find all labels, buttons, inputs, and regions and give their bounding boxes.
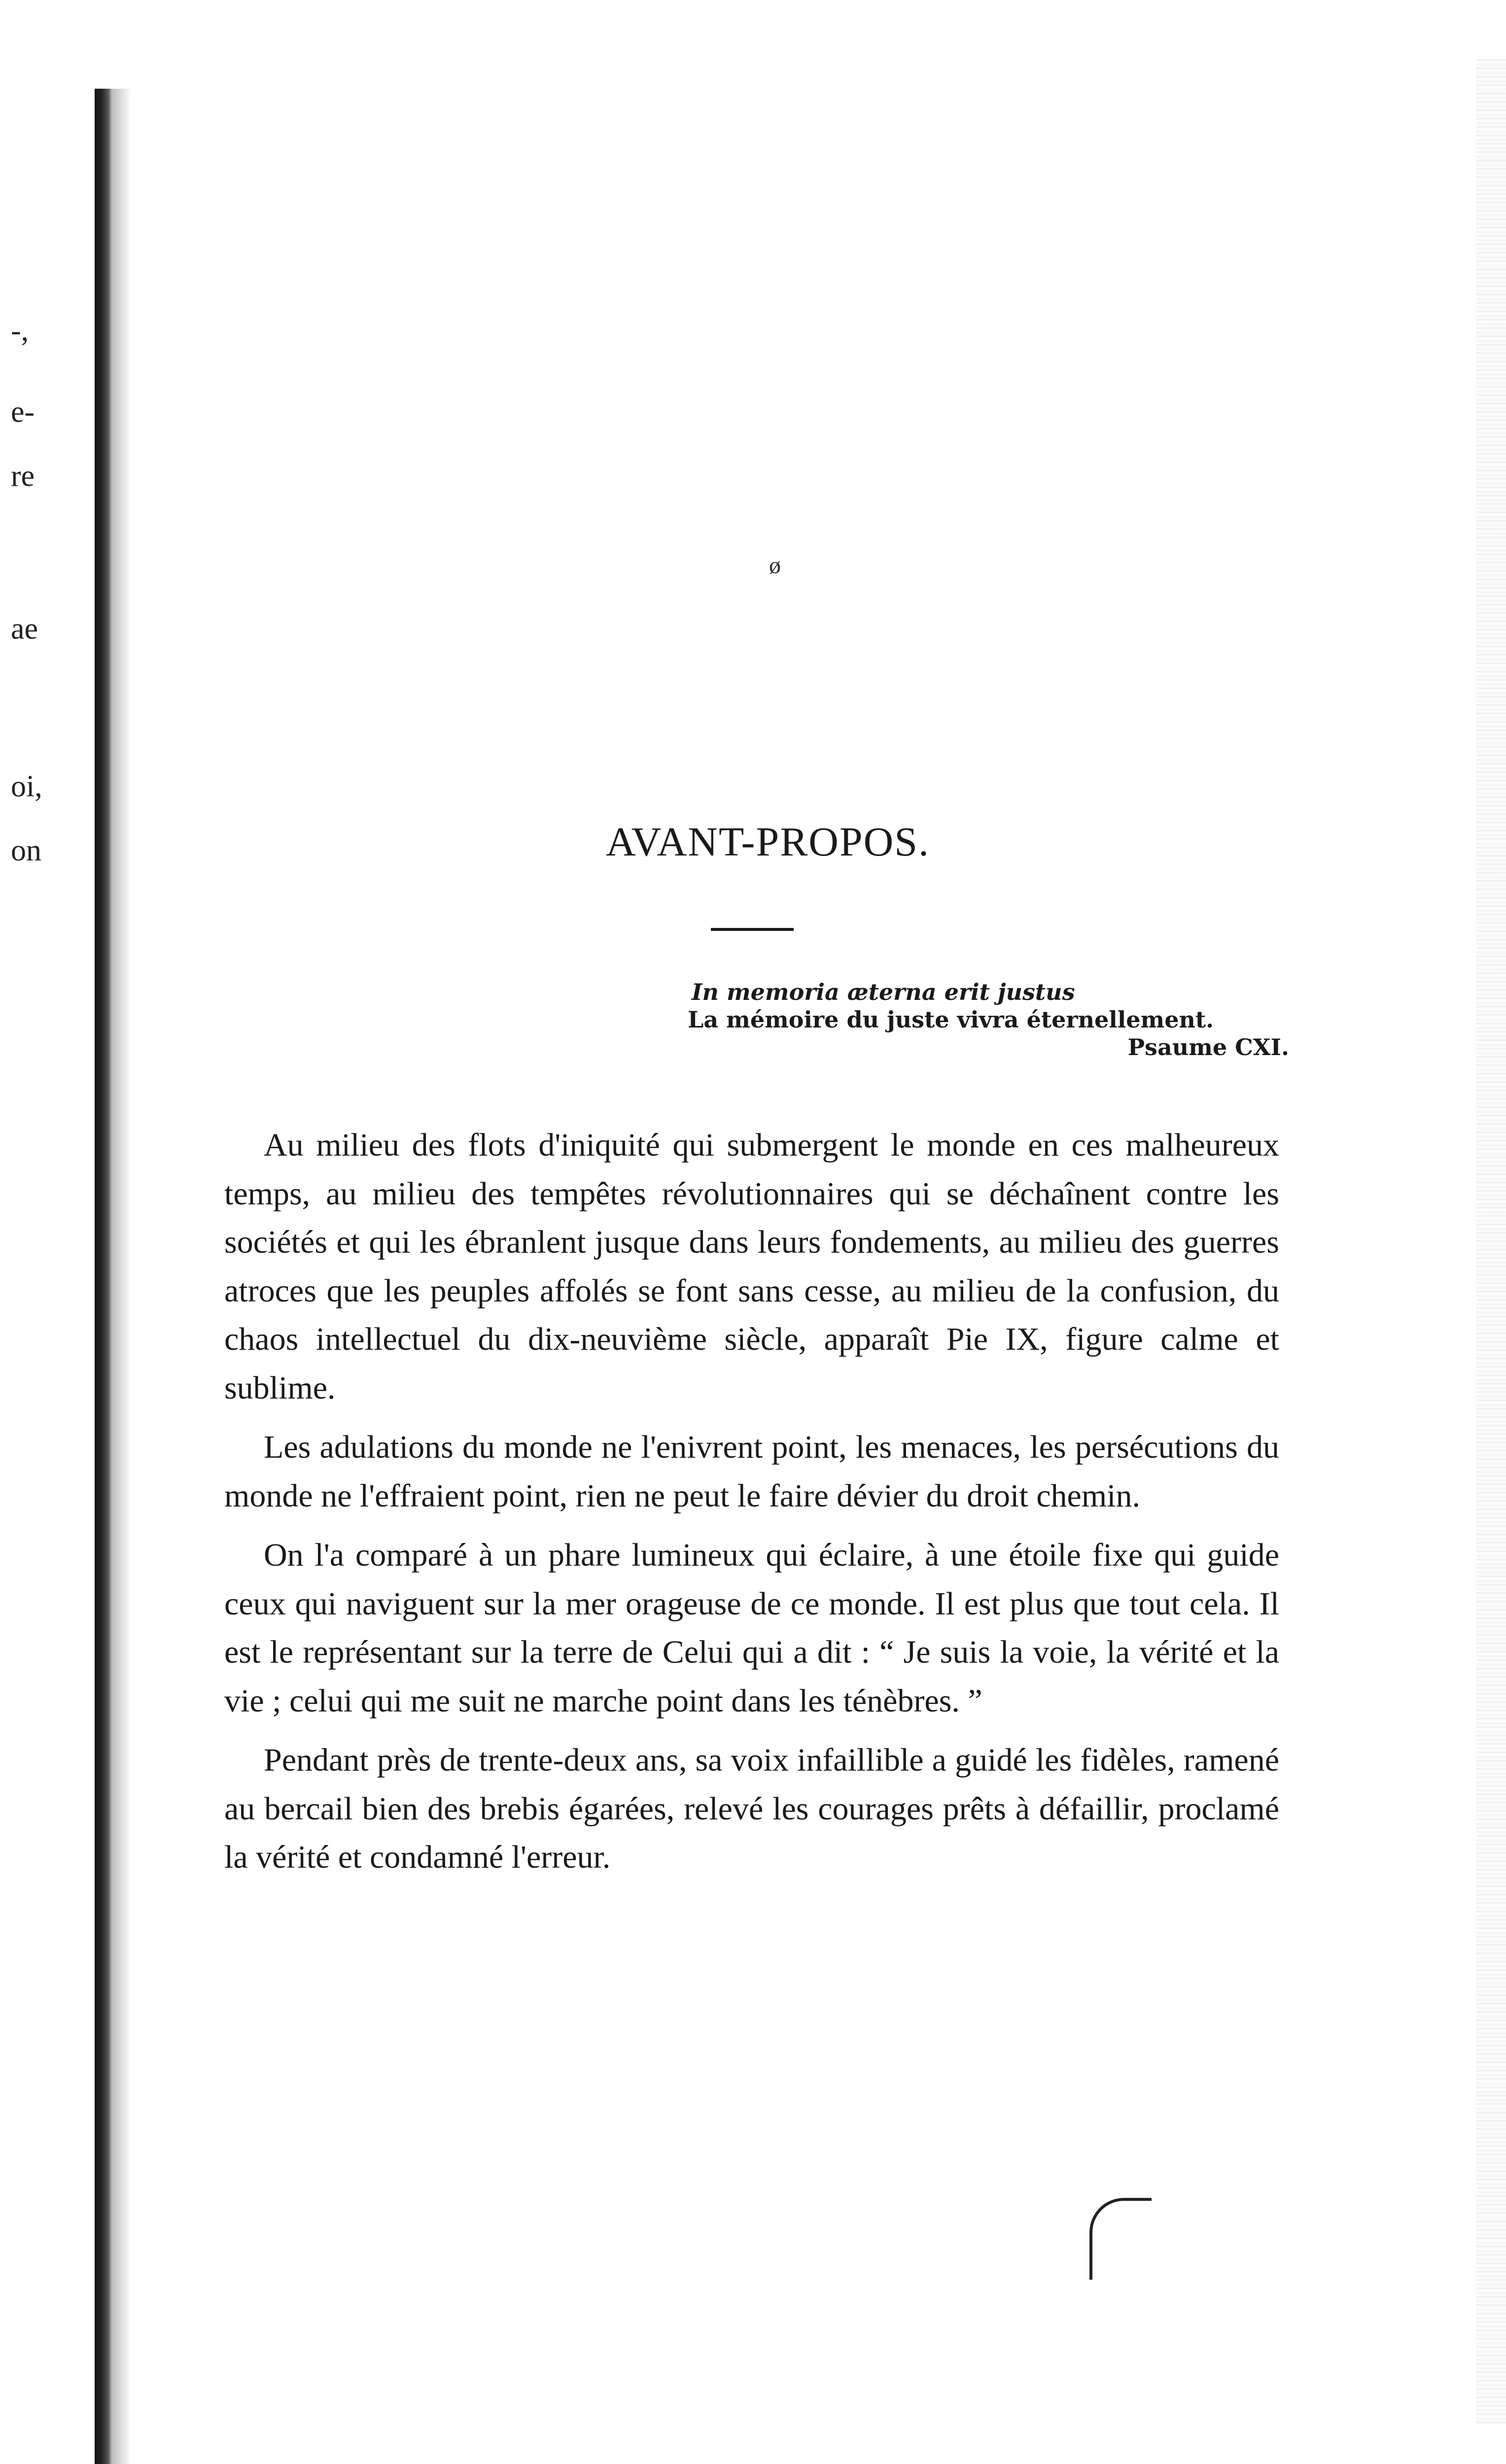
title-rule: [711, 928, 794, 931]
epigraph-reference: Psaume CXI.: [1127, 1034, 1289, 1061]
epigraph: [688, 978, 1299, 1061]
paragraph: Les adulations du monde ne l'enivrent point, les menaces, les persécutions du monde ne l'effraient point, rien ne peut le faire dévier du droit chemin.: [224, 1429, 1279, 1514]
pencil-mark: [1089, 2198, 1152, 2280]
bleed-fragment: -,: [11, 314, 29, 347]
paragraph: On l'a comparé à un phare lumineux qui éclaire, à une étoile fixe qui guide ceux qui naviguent sur la mer orageuse de ce monde. Il est plus que tout cela. Il est le représentant sur la terre de Celui qui a dit : “ Je suis la voie, la vérité et la vie ; celui qui me suit ne marche point dans les ténèbres. ”: [224, 1537, 1279, 1719]
epigraph-latin: In memoria æterna erit justus: [692, 979, 1075, 1005]
page-right-edge: [1476, 59, 1506, 2425]
bleed-fragment: ae: [11, 612, 38, 646]
epigraph-french: La mémoire du juste vivra éternellement.: [688, 1006, 1214, 1033]
bleed-fragment: on: [11, 834, 41, 867]
page-title: AVANT-PROPOS.: [605, 819, 930, 865]
paragraph: Pendant près de trente-deux ans, sa voix infaillible a guidé les fidèles, ramené au bercail bien des brebis égarées, relevé les courages prêts à défaillir, proclamé la vérité et condamné l'erreur.: [224, 1742, 1279, 1875]
paragraph: Au milieu des flots d'iniquité qui submergent le monde en ces malheureux temps, au milieu des tempêtes révolutionnaires qui se déchaînent contre les sociétés et qui les ébranlent jusque dans leurs fondements, au milieu des guerres atroces que les peuples affolés se font sans cesse, au milieu de la confusion, du chaos intellectuel du dix-neuvième siècle, apparaît Pie IX, figure calme et sublime.: [224, 1127, 1279, 1406]
body-text: [224, 1121, 1279, 1893]
ink-speck: ø: [769, 552, 781, 579]
bleed-fragment: e-: [11, 395, 35, 429]
page-binding-fade: [111, 89, 131, 2464]
page-binding-shadow: [95, 89, 111, 2464]
bleed-fragment: oi,: [11, 770, 42, 803]
bleed-fragment: re: [11, 459, 35, 493]
